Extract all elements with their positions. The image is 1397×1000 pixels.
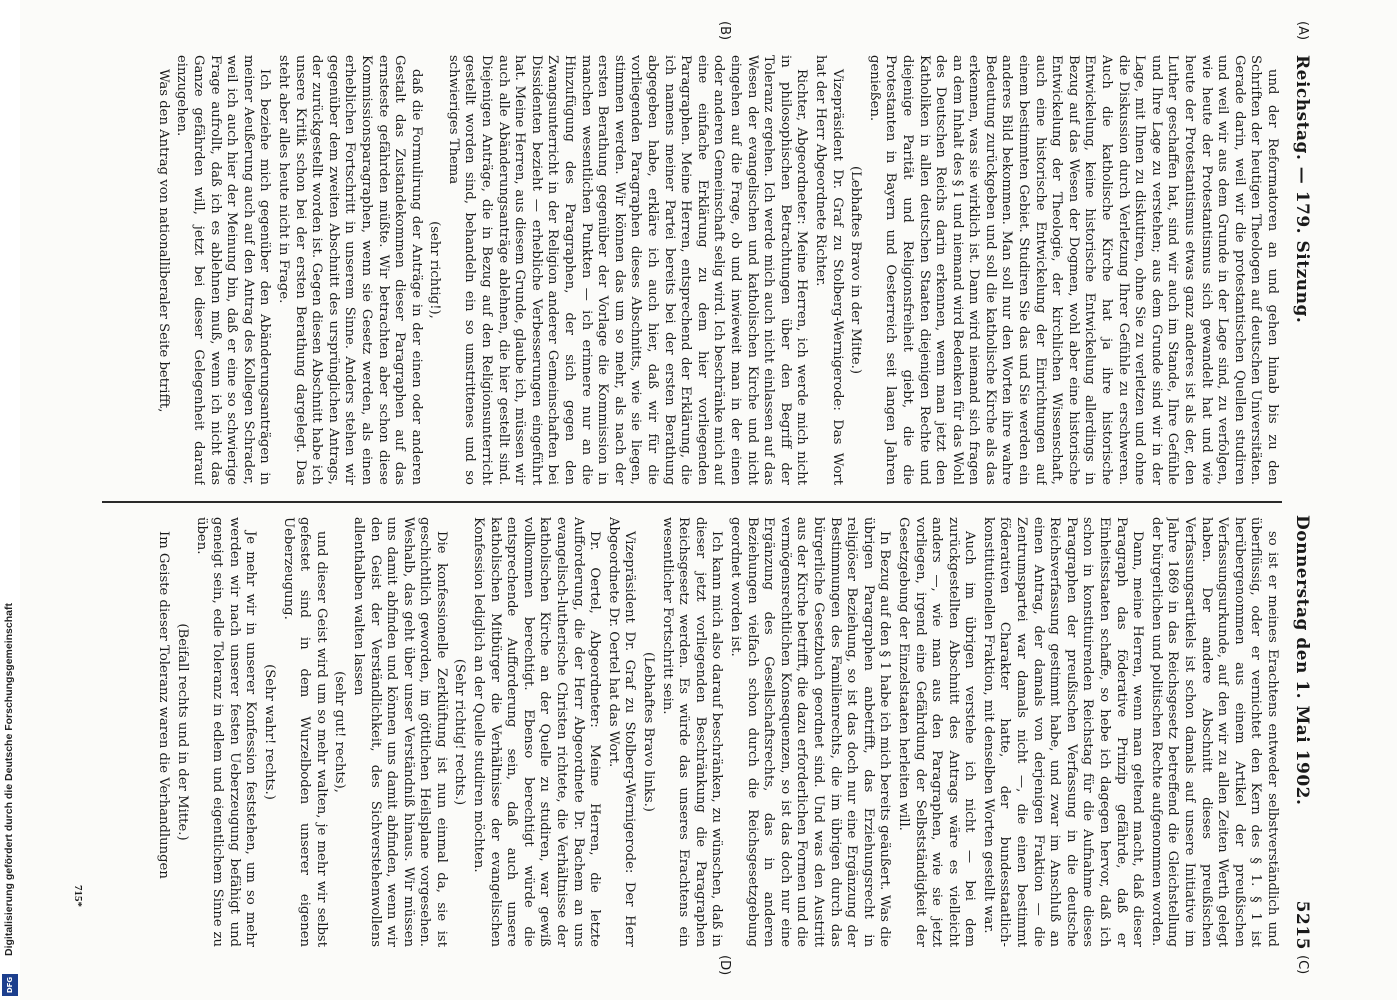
header-date: Donnerstag den 1. Mai 1902. bbox=[1292, 515, 1312, 806]
margin-letter-c: (C) bbox=[1295, 955, 1310, 975]
dfg-logo bbox=[2, 974, 18, 996]
right-column-paragraph: und dieser Geist wird um so mehr walten, je mehr wir selbst gefestet sind in dem Wurzelboden unserer eigenen Ueberzeugung. bbox=[280, 517, 329, 947]
right-column-paragraph: (Sehr richtig! rechts.) bbox=[452, 658, 468, 806]
margin-letter-a: (A) bbox=[1295, 21, 1310, 41]
margin-letter-d: (D) bbox=[717, 955, 732, 976]
left-column-paragraph: daß die Formulirung der Anträge in der einen oder anderen Gestalt das Zustandekommen dieser Paragraphen auf das ernsteste gefährden müßte. Wir betrachten aber schon diese Kommissionsparagraphen, wenn sie Gesetz werden, als einen erheblichen Fortschritt in unserem Sinne. Anders stehen wir gegenüber dem zweiten Abschnitt des ursprünglichen Antrags, der zurückgestellt worden ist. Gegen diesen Abschnitt habe ich unsere Kritik schon bei der ersten Berathung dargelegt. Das steht aber alles heute nicht in Frage. bbox=[275, 55, 424, 485]
right-column-paragraph: (Lebhaftes Bravo links.) bbox=[641, 652, 657, 812]
right-column-paragraph: Dr. Oertel, Abgeordneter: Meine Herren, die letzte Aufforderung, die der Herr Abgeordnete Dr. Bachem an uns evangelisch-lutherische Christen richtete, die Verhältnisse der katholischen Kirche an der Quelle zu studiren, war gewiß vollkommen berechtigt. Ebenso berechtigt würde die entsprechende Aufforderung sein, daß auch unsere katholischen Mitbürger die Verhältnisse der evangelischen Konfession lediglich an der Quelle studiren möchten. bbox=[471, 517, 603, 947]
right-column-paragraph: Je mehr wir in unserer Konfession feststehen, um so mehr werden wir nach unserer festen Ueberzeugung befähigt und geneigt sein, edle Toleranz in edlem und eigentlichem Sinne zu üben. bbox=[193, 517, 259, 947]
left-column-paragraph: und der Reformatoren an und gehen hinab bis zu den Schriften der heutigen Theologen auf deutschen Universitäten. Gerade darin, weil wir die protestantischen Quellen studiren und weil wir aus dem Grunde in der Lage sind, zu verfolgen, wie heute der Protestantismus sich gewandelt hat und wie heute der Protestantismus etwas ganz anderes ist als der, den Luther geschaffen hat, sind wir auch im Stande, Ihre Gefühle und Ihre Lage zu verstehen; aus dem Grunde sind wir in der Lage, mit Ihnen zu diskutiren, ohne Sie zu verletzen und ohne die Diskussion durch Verletzung Ihrer Gefühle zu erschweren. Auch die katholische Kirche hat ja ihre historische Entwickelung, keine historische Entwickelung allerdings in Bezug auf das Wesen der Dogmen, wohl aber eine historische Entwickelung der Theologie, der kirchlichen Wissenschaft, auch eine historische Entwickelung der Einrichtungen auf einem bestimmten Gebiet. Studiren Sie das und Sie werden ein anderes Bild bekommen. Man soll nur den Worten ihre wahre Bedeutung zurückgeben und soll die katholische Kirche als das erkennen, was sie wirklich ist. Dann wird niemand sich fragen an dem Inhalt des § 1 und niemand wird Bedenken für das Wohl des Deutschen Reichs darin erkennen, wenn man jetzt den Katholiken in allen deutschen Staaten diejenigen Rechte und diejenige Parität und Religionsfreiheit giebt, die die Protestanten in Bayern und Oesterreich seit langen Jahren genießen. bbox=[866, 55, 1280, 485]
right-column-paragraph: (Sehr wahr! rechts.) bbox=[261, 664, 277, 800]
footer-credit: Digitalisierung gefördert durch die Deutsche Forschungsgemeinschaft bbox=[3, 603, 15, 956]
right-column-paragraph: (Beifall rechts und in der Mitte.) bbox=[175, 623, 190, 841]
footer-strip bbox=[0, 0, 20, 1000]
signature-mark: 715* bbox=[72, 885, 84, 907]
left-column-paragraph: (Lebhaftes Bravo in der Mitte.) bbox=[848, 166, 864, 374]
right-column-paragraph: Ich kann mich also darauf beschränken, zu wünschen, daß in dieser jetzt vorliegenden Beschränkung die Paragraphen Reichsgesetz werden. Es würde das unseres Erachtens ein wesentlicher Fortschritt sein. bbox=[659, 517, 725, 947]
right-column-paragraph: Auch im übrigen verstehe ich nicht — bei dem zurückgestellten Abschnitt des Antrags wäre es vielleicht anders —, wie man aus den Paragraphen, wie sie jetzt vorliegen, irgend eine Gefährdung der Selbstständigkeit der Gesetzgebung der Einzelstaaten herleiten will. bbox=[895, 517, 978, 947]
column-divider bbox=[102, 501, 1282, 503]
margin-letter-b: (B) bbox=[717, 21, 732, 41]
right-column-paragraph: Die konfessionelle Zerklüftung ist nun einmal da, sie ist geschichtlich geworden, im göttlichen Heilsplane vorgesehen. Weshalb, das geht über unser Verständniß hinaus. Wir müssen uns damit abfinden und können uns damit abfinden, wenn wir den Geist der Verständlichkeit, des Sichverstehenwollens allenthalben walten lassen bbox=[350, 517, 449, 947]
left-column-paragraph: (sehr richtig!), bbox=[427, 221, 443, 319]
right-column-paragraph: Im Geiste dieser Toleranz waren die Verhandlungen bbox=[156, 531, 172, 879]
page-number: 5215 bbox=[1292, 900, 1312, 950]
right-column-paragraph: so ist er meines Erachtens entweder selbstverständlich und überflüssig, oder er vernichtet den Kern des § 1. § 1 ist herübergenommen aus einem Artikel der preußischen Verfassungsurkunde, auf den wir zu allen Zeiten Werth gelegt haben. Der andere Abschnitt dieses preußischen Verfassungsartikels ist schon damals auf unsere Initiative im Jahre 1869 in das Reichsgesetz betreffend die Gleichstellung der bürgerlichen und politischen Rechte aufgenommen worden. bbox=[1148, 517, 1280, 947]
left-column bbox=[65, 55, 1280, 485]
header-session: Reichstag. — 179. Sitzung. bbox=[1292, 55, 1312, 324]
dfg-logo-text: DFG bbox=[6, 976, 14, 994]
right-column-paragraph: Dann, meine Herren, wenn man geltend macht, daß dieser Paragraph das föderative Prinzip gefährde, daß er Einheitsstaaten schaffe, so hebe ich dagegen hervor, daß ich schon in konstituirenden Reichstag für die Aufnahme dieses Paragraphen der preußischen Verfassung in die deutsche Reichsverfassung gestimmt habe, und zwar im Anschluß an einen Antrag, der damals von derjenigen Fraktion — die Zentrumspartei war damals nicht —, die einen bestimmt föderativen Charakter hatte, der bundesstaatlich-konstitutionellen Fraktion, mit denselben Worten gestellt war. bbox=[980, 517, 1146, 947]
left-column-paragraph: Vizepräsident Dr. Graf zu Stolberg-Wernigerode: Das Wort hat der Herr Abgeordnete Richter. bbox=[812, 55, 845, 485]
left-column-paragraph: Richter, Abgeordneter: Meine Herren, ich werde mich nicht in philosophischen Betrachtungen über den Begriff der Toleranz ergehen. Ich werde mich auch nicht einlassen auf das Wesen der evangelischen und katholischen Kirche und nicht eingehen auf die Frage, ob und inwieweit man in der einen oder anderen Gemeinschaft selig wird. Ich beschränke mich auf eine einfache Erklärung zu dem hier vorliegenden Paragraphen. Meine Herren, entsprechend der Erklärung, die ich namens meiner Partei bereits bei der ersten Berathung abgegeben habe, erkläre ich auch hier, daß wir für die vorliegenden Paragraphen dieses Abschnitts, wie sie liegen, stimmen werden. Wir können das um so mehr, als nach der ersten Berathung gegenüber der Vorlage die Kommission in manchen wesentlichen Punkten — ich erinnere nur an die Hinzufügung des Paragraphen, der sich gegen den Zwangsunterricht in der Religion anderer Gemeinschaften bei Dissidenten bezieht — erhebliche Verbesserungen eingeführt hat. Meine Herren, aus diesem Grunde, glaube ich, müssen wir auch alle Abänderungsanträge ablehnen, die hier gestellt sind. Diejenigen Anträge, die in Bezug auf den Religionsunterricht gestellt worden sind, behandeln ein so umstrittenes und so schwieriges Thema bbox=[445, 55, 810, 485]
left-column-paragraph: Was den Antrag von nationalliberaler Seite betrifft, bbox=[155, 69, 171, 413]
right-column-paragraph: (sehr gut! rechts), bbox=[332, 671, 348, 793]
rotated-page-content bbox=[62, 21, 1312, 976]
right-column bbox=[65, 517, 1280, 947]
page-header bbox=[1290, 55, 1312, 950]
right-column-paragraph: In Bezug auf den § 1 habe ich mich bereits geäußert. Was die übrigen Paragraphen anbetrifft, das Erziehungsrecht in religiöser Beziehung, so ist das doch nur eine Ergänzung der Bestimmungen des Familienrechts, die im übrigen durch das bürgerliche Gesetzbuch geordnet sind. Und was den Austritt aus der Kirche betrifft, die dazu erforderlichen Formen und die vermögensrechtlichen Konsequenzen, so ist das doch nur eine Ergänzung des Gesellschaftsrechts, das in anderen Beziehungen vielfach schon durch die Reichsgesetzgebung geordnet worden ist. bbox=[728, 517, 893, 947]
right-column-paragraph: Vizepräsident Dr. Graf zu Stolberg-Wernigerode: Der Herr Abgeordnete Dr. Oertel hat das Wort. bbox=[605, 517, 638, 947]
left-column-paragraph: Ich beziehe mich gegenüber den Abänderungsanträgen in meiner Aeußerung auch auf den Antrag des Kollegen Schrader, weil ich auch hier der Meinung bin, daß er eine so schwierige Frage aufrollt, daß ich es ablehnen muß, wenn ich nicht das Ganze gefährden will, jetzt bei dieser Gelegenheit darauf einzugehen. bbox=[174, 55, 273, 485]
